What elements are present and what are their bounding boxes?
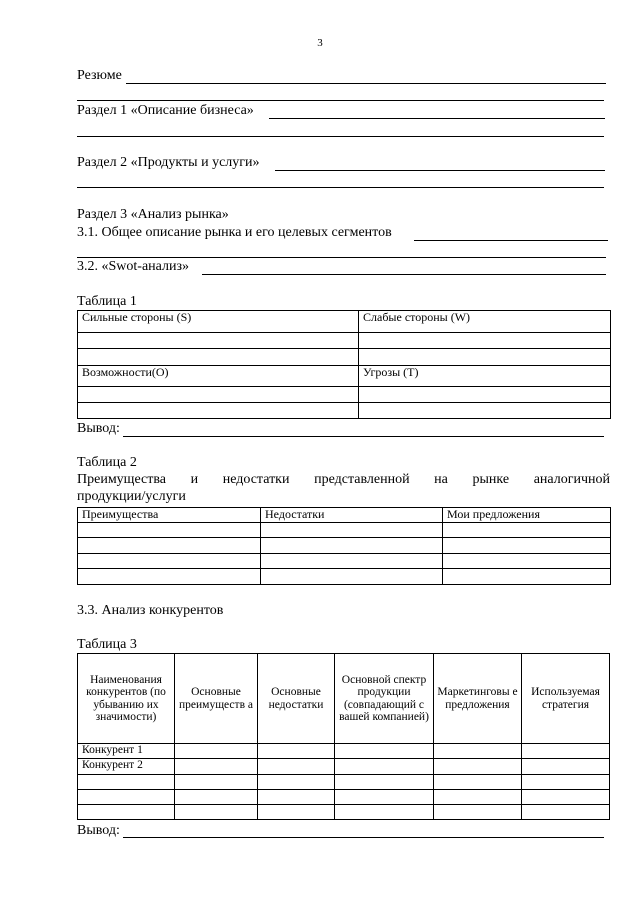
table-cell[interactable] [175,759,258,775]
table-cell[interactable] [335,790,434,805]
table1-caption: Таблица 1 [77,294,137,309]
competitor-row-label: Конкурент 2 [78,759,175,775]
table-cell[interactable] [434,744,522,759]
conclusion2-line[interactable] [123,837,604,838]
table-cell[interactable] [434,759,522,775]
section31-line[interactable] [414,240,608,241]
swot-table [77,310,611,419]
table-cell[interactable] [78,387,359,403]
advantages-header: Преимущества [78,508,261,523]
table-cell[interactable] [78,775,175,790]
advantages-table [77,507,611,585]
section1-title: Раздел 1 «Описание бизнеса» [77,103,254,118]
table-cell[interactable] [261,523,443,538]
table-cell[interactable] [78,523,261,538]
section1-line-2[interactable] [77,136,604,137]
section2-line-2[interactable] [77,187,604,188]
conclusion1-line[interactable] [123,436,604,437]
main-disadvantages-header: Основные недостатки [258,654,335,744]
section33-title: 3.3. Анализ конкурентов [77,603,224,618]
table-cell[interactable] [522,775,610,790]
table2-title-word: на [434,472,448,487]
table-cell[interactable] [261,538,443,554]
table-cell[interactable] [78,403,359,419]
table-cell[interactable] [78,569,261,585]
table-cell[interactable] [175,775,258,790]
table-cell[interactable] [335,775,434,790]
table3-caption: Таблица 3 [77,637,137,652]
table-cell[interactable] [175,805,258,820]
table2-title-word: представленной [314,472,410,487]
table2-caption: Таблица 2 [77,455,137,470]
table-cell[interactable] [359,333,611,349]
table-cell[interactable] [522,744,610,759]
section32-title: 3.2. «Swot-анализ» [77,259,189,274]
table-cell[interactable] [258,759,335,775]
swot-opportunities-header: Возможности(О) [78,366,359,387]
section2-line[interactable] [275,170,605,171]
table-cell[interactable] [522,759,610,775]
table-cell[interactable] [78,790,175,805]
table-cell[interactable] [359,349,611,366]
competitors-table [77,653,610,820]
table2-title [77,472,610,488]
table-cell[interactable] [258,790,335,805]
table-cell[interactable] [78,538,261,554]
table-cell[interactable] [443,538,611,554]
table-cell[interactable] [443,569,611,585]
table-cell[interactable] [175,744,258,759]
section31-title: 3.1. Общее описание рынка и его целевых сегментов [77,225,392,240]
section2-title: Раздел 2 «Продукты и услуги» [77,155,260,170]
table-cell[interactable] [434,790,522,805]
competitor-row-label: Конкурент 1 [78,744,175,759]
table-cell[interactable] [443,523,611,538]
table-cell[interactable] [78,349,359,366]
table2-title-word: рынке [472,472,510,487]
strategy-header: Используемая стратегия [522,654,610,744]
table-cell[interactable] [522,805,610,820]
swot-threats-header: Угрозы (T) [359,366,611,387]
table2-title-word: Преимущества [77,472,166,487]
table-cell[interactable] [522,790,610,805]
table-cell[interactable] [359,387,611,403]
section31-line-2[interactable] [77,257,606,258]
table-cell[interactable] [434,805,522,820]
table-cell[interactable] [175,790,258,805]
my-proposals-header: Мои предложения [443,508,611,523]
table-cell[interactable] [258,775,335,790]
resume-line[interactable] [126,83,606,84]
table-cell[interactable] [335,805,434,820]
competitor-name-header: Наименования конкурентов (по убыванию их значимости) [78,654,175,744]
section32-line[interactable] [202,274,606,275]
section1-line[interactable] [269,118,605,119]
table2-title-line2: продукции/услуги [77,489,186,504]
conclusion2-label: Вывод: [77,823,120,838]
table-cell[interactable] [335,744,434,759]
resume-line-2[interactable] [77,100,604,101]
table2-title-word: аналогичной [533,472,610,487]
table-cell[interactable] [335,759,434,775]
table-cell[interactable] [258,744,335,759]
main-advantages-header: Основные преимуществ а [175,654,258,744]
table-cell[interactable] [261,554,443,569]
marketing-offers-header: Маркетинговы е предложения [434,654,522,744]
table-cell[interactable] [78,805,175,820]
table2-title-word: недостатки [222,472,290,487]
swot-weaknesses-header: Слабые стороны (W) [359,311,611,333]
table-cell[interactable] [78,333,359,349]
conclusion1-label: Вывод: [77,421,120,436]
table-cell[interactable] [434,775,522,790]
table-cell[interactable] [359,403,611,419]
table2-title-word: и [190,472,199,487]
disadvantages-header: Недостатки [261,508,443,523]
page-number: 3 [317,37,323,49]
resume-label: Резюме [77,68,122,83]
section3-title: Раздел 3 «Анализ рынка» [77,207,229,222]
swot-strengths-header: Сильные стороны (S) [78,311,359,333]
product-range-header: Основной спектр продукции (совпадающий с вашей компанией) [335,654,434,744]
table-cell[interactable] [258,805,335,820]
table-cell[interactable] [261,569,443,585]
table-cell[interactable] [78,554,261,569]
table-cell[interactable] [443,554,611,569]
